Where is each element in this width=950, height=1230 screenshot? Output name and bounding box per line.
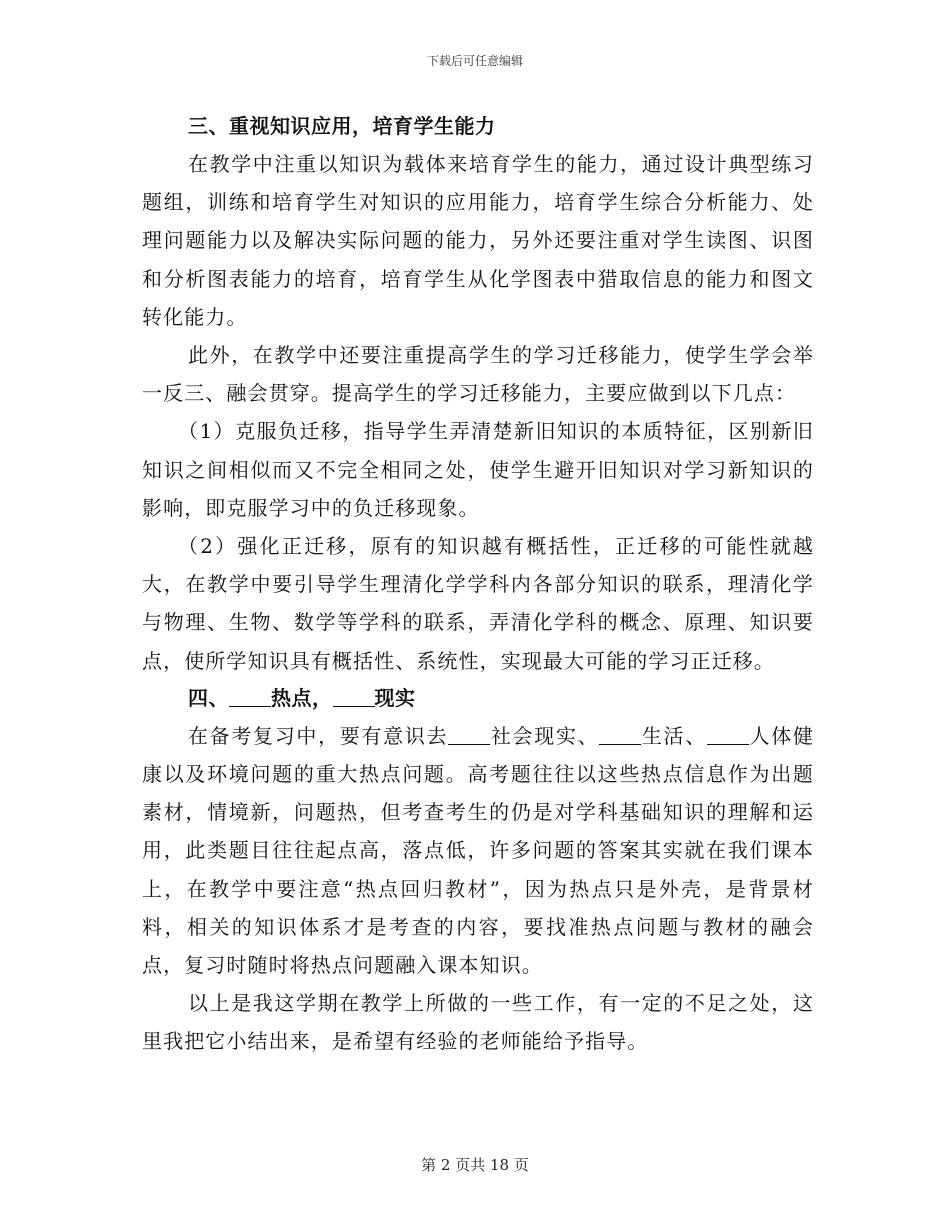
section-3-heading: 三、重视知识应用，培育学生能力 bbox=[188, 114, 496, 138]
blank-line bbox=[229, 686, 271, 707]
section-4-heading bbox=[142, 680, 814, 717]
section-4-p1-part-d: 人体健康以及环境问题的重大热点问题。高考题往往以这些热点信息作为出题素材，情境新，问题热，但考查考生的仍是对学科基础知识的理解和运用，此类题目往往起点高，落点低，许多问题的答案其实就在我们课本上，在教学中要注意“热点回归教材”，因为热点只是外壳，是背景材料，相关的知识体系才是考查的内容，要找准热点问题与教材的融会点，复习时随时将热点问题融入课本知识。 bbox=[142, 723, 814, 978]
blank-line bbox=[333, 686, 375, 707]
section-3-item-1: （1）克服负迁移，指导学生弄清楚新旧知识的本质特征，区别新旧知识之间相似而又不完全相同之处，使学生避开旧知识对学习新知识的影响，即克服学习中的负迁移现象。 bbox=[142, 419, 814, 520]
section-4-heading-suffix: 现实 bbox=[374, 685, 416, 710]
section-4-paragraph-1 bbox=[142, 717, 814, 984]
section-4-heading-middle: 热点， bbox=[271, 685, 333, 710]
closing-paragraph: 以上是我这学期在教学上所做的一些工作，有一定的不足之处，这里我把它小结出来，是希望有经验的老师能给予指导。 bbox=[142, 991, 814, 1054]
section-4-p1-part-a: 在备考复习中，要有意识去 bbox=[188, 723, 449, 748]
blank-line bbox=[707, 724, 749, 745]
section-4-p1-part-c: 生活、 bbox=[641, 723, 707, 748]
section-4-heading-prefix: 四、 bbox=[188, 685, 229, 710]
page-header: 下载后可任意编辑 bbox=[426, 54, 523, 68]
section-3-paragraph-1: 在教学中注重以知识为载体来培育学生的能力，通过设计典型练习题组，训练和培育学生对知识的应用能力，培育学生综合分析能力、处理问题能力以及解决实际问题的能力，另外还要注重对学生读图、识图和分析图表能力的培育，培育学生从化学图表中猎取信息的能力和图文转化能力。 bbox=[142, 152, 814, 329]
section-3-paragraph-2: 此外，在教学中还要注重提高学生的学习迁移能力，使学生学会举一反三、融会贯穿。提高学生的学习迁移能力，主要应做到以下几点： bbox=[142, 343, 814, 406]
section-3-item-2: （2）强化正迁移，原有的知识越有概括性，正迁移的可能性就越大，在教学中要引导学生理清化学学科内各部分知识的联系，理清化学与物理、生物、数学等学科的联系，弄清化学科的概念、原理、知识要点，使所学知识具有概括性、系统性，实现最大可能的学习正迁移。 bbox=[142, 534, 814, 673]
page-footer: 第 2 页共 18 页 bbox=[421, 1156, 529, 1174]
blank-line bbox=[448, 724, 490, 745]
document-body bbox=[142, 108, 814, 1061]
section-4-p1-part-b: 社会现实、 bbox=[490, 723, 600, 748]
blank-line bbox=[599, 724, 641, 745]
